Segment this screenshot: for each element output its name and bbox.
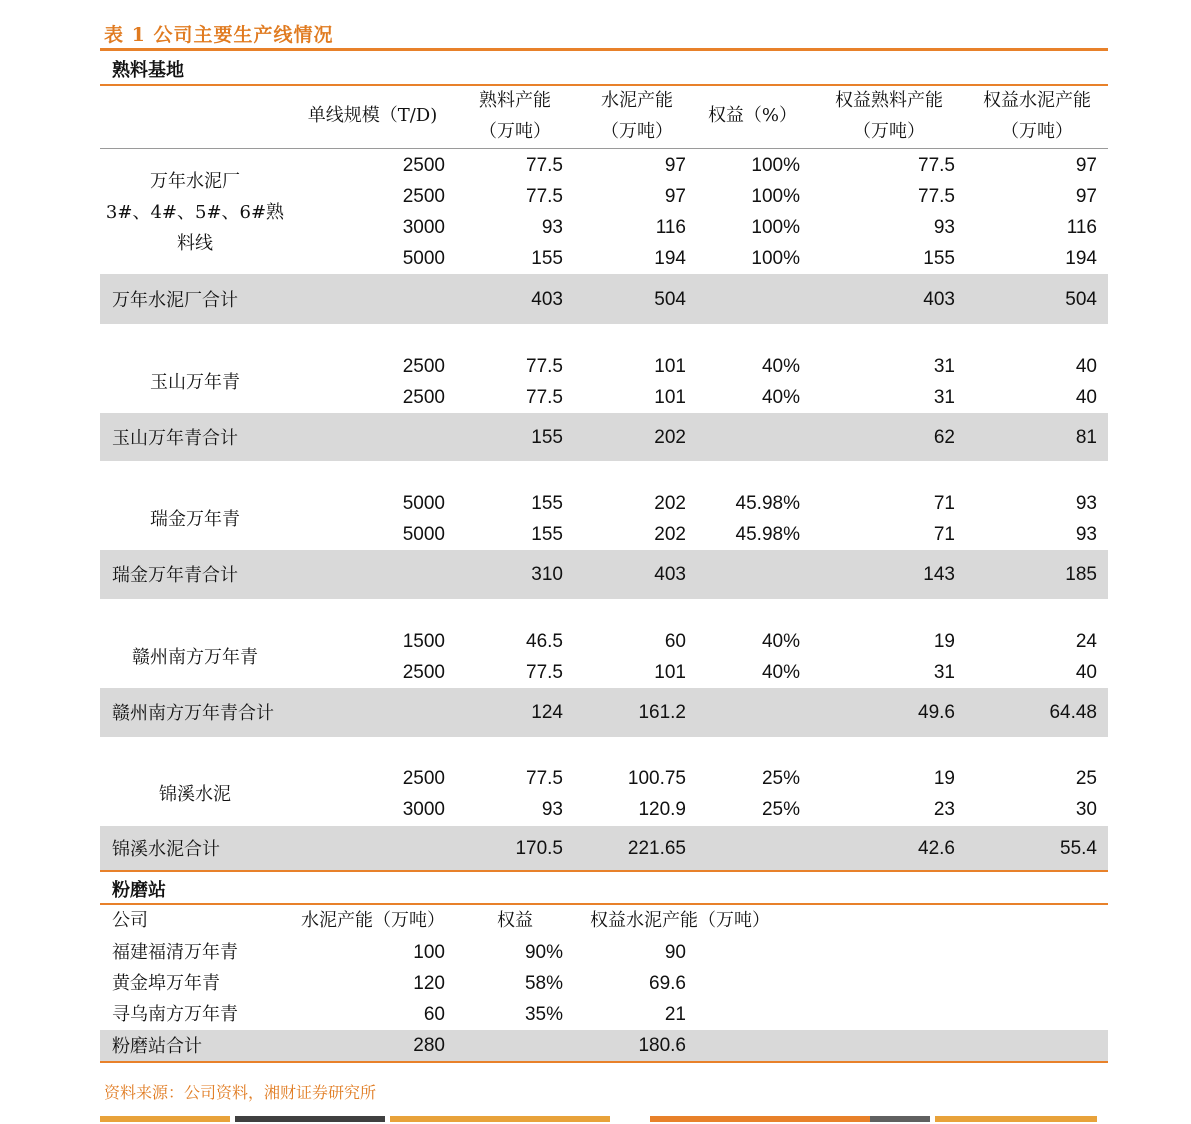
subtotal-equity-clinker: 42.6 [918, 837, 955, 859]
grinding-top-rule [100, 870, 1108, 872]
equity-clinker: 77.5 [918, 186, 955, 207]
equity-share: 45.98% [735, 493, 800, 514]
grinding-company-name: 黄金埠万年青 [112, 973, 220, 994]
subtotal-label: 锦溪水泥合计 [112, 838, 220, 860]
cement-capacity: 60 [664, 631, 686, 652]
line-scale: 5000 [402, 493, 445, 514]
subtotal-cement: 504 [654, 288, 686, 310]
equity-share: 40% [761, 387, 800, 408]
equity-clinker: 93 [933, 217, 955, 238]
grinding-equity: 90% [524, 942, 563, 963]
grinding-header-cement-capacity: 水泥产能（万吨） [301, 910, 445, 931]
line-scale: 5000 [402, 524, 445, 545]
footer-stripe [935, 1116, 1097, 1122]
equity-cement: 194 [1065, 248, 1097, 269]
equity-cement: 40 [1075, 356, 1097, 377]
subtotal-equity-cement: 55.4 [1060, 837, 1097, 859]
header-cement-capacity: 水泥产能 [601, 90, 673, 111]
line-scale: 2500 [402, 155, 445, 176]
cement-capacity: 194 [654, 248, 686, 269]
subtotal-cement: 161.2 [638, 702, 686, 723]
line-scale: 2500 [402, 768, 445, 789]
equity-clinker: 19 [933, 768, 955, 789]
equity-share: 25% [761, 768, 800, 789]
equity-cement: 93 [1075, 493, 1097, 514]
subtotal-equity-cement: 64.48 [1049, 702, 1097, 723]
equity-cement: 116 [1066, 217, 1097, 238]
equity-cement: 93 [1075, 524, 1097, 545]
clinker-capacity: 77.5 [526, 186, 563, 207]
line-scale: 2500 [402, 662, 445, 683]
line-scale: 1500 [402, 631, 445, 652]
header-rule [100, 148, 1108, 149]
line-scale: 2500 [402, 186, 445, 207]
line-scale: 3000 [402, 799, 445, 820]
plant-name: 赣州南方万年青 [132, 646, 258, 668]
clinker-capacity: 77.5 [526, 768, 563, 789]
grinding-header-equity: 权益 [497, 910, 533, 931]
clinker-capacity: 46.5 [526, 631, 563, 652]
footer-stripe [650, 1116, 870, 1122]
grinding-company-name: 福建福清万年青 [112, 942, 238, 963]
header-equity-cement-unit: （万吨） [1001, 121, 1073, 142]
subtotal-equity-cement: 504 [1065, 288, 1097, 310]
subtotal-clinker: 124 [531, 702, 563, 723]
clinker-capacity: 77.5 [526, 387, 563, 408]
equity-share: 40% [761, 662, 800, 683]
cement-capacity: 202 [654, 524, 686, 545]
equity-clinker: 71 [933, 524, 955, 545]
equity-share: 100% [751, 186, 800, 207]
equity-share: 25% [761, 799, 800, 820]
clinker-capacity: 155 [531, 524, 563, 545]
plant-name: 3#、4#、5#、6#熟 [105, 201, 285, 223]
clinker-capacity: 155 [531, 493, 563, 514]
header-clinker-capacity: 熟料产能 [479, 90, 551, 111]
equity-share: 45.98% [735, 524, 800, 545]
table-title: 表 1 公司主要生产线情况 [104, 24, 334, 46]
footer-stripe [870, 1116, 930, 1122]
equity-clinker: 31 [933, 387, 955, 408]
header-equity-cement: 权益水泥产能 [983, 90, 1091, 111]
line-scale: 3000 [402, 217, 445, 238]
subtotal-equity-clinker: 143 [923, 564, 955, 585]
subtotal-label: 瑞金万年青合计 [112, 565, 238, 586]
source-note: 资料来源：公司资料，湘财证券研究所 [104, 1083, 377, 1102]
title-rule [100, 48, 1108, 51]
subtotal-label: 赣州南方万年青合计 [112, 703, 274, 724]
equity-share: 100% [751, 217, 800, 238]
header-equity-clinker-unit: （万吨） [853, 121, 925, 142]
grinding-company-name: 寻乌南方万年青 [112, 1004, 238, 1025]
grinding-subtotal-cement: 280 [413, 1035, 445, 1056]
subtotal-equity-cement: 185 [1065, 564, 1097, 585]
cement-capacity: 97 [664, 155, 686, 176]
header-clinker-capacity-unit: （万吨） [479, 121, 551, 142]
grinding-header-equity-cement: 权益水泥产能（万吨） [590, 910, 770, 931]
plant-name: 料线 [177, 232, 213, 254]
subtotal-equity-cement: 81 [1075, 426, 1097, 448]
header-equity: 权益（%） [707, 105, 798, 126]
equity-cement: 40 [1075, 662, 1097, 683]
subtotal-cement: 403 [654, 564, 686, 585]
plant-name: 瑞金万年青 [150, 508, 240, 530]
grinding-cement-capacity: 100 [413, 942, 445, 963]
subtotal-clinker: 310 [531, 564, 563, 585]
subtotal-clinker: 155 [531, 426, 563, 448]
equity-cement: 97 [1075, 155, 1097, 176]
equity-cement: 30 [1075, 799, 1097, 820]
clinker-capacity: 93 [541, 799, 563, 820]
equity-cement: 25 [1075, 768, 1097, 789]
section-label-clinker: 熟料基地 [112, 60, 184, 81]
grinding-header-company: 公司 [112, 910, 148, 931]
cement-capacity: 101 [654, 356, 686, 377]
footer-stripe [235, 1116, 385, 1122]
subtotal-equity-clinker: 62 [933, 426, 955, 448]
plant-name: 玉山万年青 [150, 371, 240, 393]
clinker-capacity: 155 [531, 248, 563, 269]
grinding-equity-cement: 21 [664, 1004, 686, 1025]
equity-clinker: 19 [933, 631, 955, 652]
equity-clinker: 23 [933, 799, 955, 820]
grinding-equity: 35% [524, 1004, 563, 1025]
cement-capacity: 100.75 [627, 768, 686, 789]
equity-share: 40% [761, 356, 800, 377]
footer-stripe [100, 1116, 230, 1122]
grinding-cement-capacity: 120 [413, 973, 445, 994]
equity-share: 100% [751, 155, 800, 176]
footer-stripe [390, 1116, 610, 1122]
equity-clinker: 71 [933, 493, 955, 514]
equity-cement: 40 [1075, 387, 1097, 408]
grinding-subtotal-label: 粉磨站合计 [112, 1036, 202, 1057]
subtotal-clinker: 403 [531, 288, 563, 310]
plant-name: 锦溪水泥 [159, 783, 231, 805]
line-scale: 2500 [402, 387, 445, 408]
line-scale: 5000 [402, 248, 445, 269]
subtotal-label: 玉山万年青合计 [112, 427, 238, 449]
clinker-capacity: 77.5 [526, 155, 563, 176]
grinding-equity-cement: 90 [664, 942, 686, 963]
subtotal-clinker: 170.5 [515, 837, 563, 859]
subtotal-equity-clinker: 403 [923, 288, 955, 310]
equity-cement: 24 [1075, 631, 1097, 652]
header-equity-clinker: 权益熟料产能 [835, 90, 943, 111]
cement-capacity: 202 [654, 493, 686, 514]
equity-clinker: 31 [933, 662, 955, 683]
clinker-capacity: 77.5 [526, 356, 563, 377]
subtotal-cement: 221.65 [627, 837, 686, 859]
subtotal-equity-clinker: 49.6 [918, 702, 955, 723]
clinker-capacity: 77.5 [526, 662, 563, 683]
grinding-equity: 58% [524, 973, 563, 994]
cement-capacity: 97 [664, 186, 686, 207]
subtotal-cement: 202 [654, 426, 686, 448]
grinding-equity-cement: 69.6 [649, 973, 686, 994]
equity-share: 40% [761, 631, 800, 652]
equity-clinker: 31 [933, 356, 955, 377]
clinker-capacity: 93 [541, 217, 563, 238]
cement-capacity: 116 [655, 217, 686, 238]
section-label-grinding: 粉磨站 [112, 880, 166, 901]
cement-capacity: 101 [654, 387, 686, 408]
subtotal-label: 万年水泥厂合计 [112, 289, 238, 311]
equity-clinker: 155 [923, 248, 955, 269]
plant-name: 万年水泥厂 [150, 170, 240, 192]
equity-clinker: 77.5 [918, 155, 955, 176]
line-scale: 2500 [402, 356, 445, 377]
equity-cement: 97 [1075, 186, 1097, 207]
grinding-cement-capacity: 60 [423, 1004, 445, 1025]
equity-share: 100% [751, 248, 800, 269]
cement-capacity: 120.9 [638, 799, 686, 820]
cement-capacity: 101 [654, 662, 686, 683]
table-bottom-rule [100, 1061, 1108, 1063]
header-cement-capacity-unit: （万吨） [601, 121, 673, 142]
header-scale: 单线规模（T/D) [307, 105, 438, 126]
grinding-subtotal-equity-cement: 180.6 [638, 1035, 686, 1056]
